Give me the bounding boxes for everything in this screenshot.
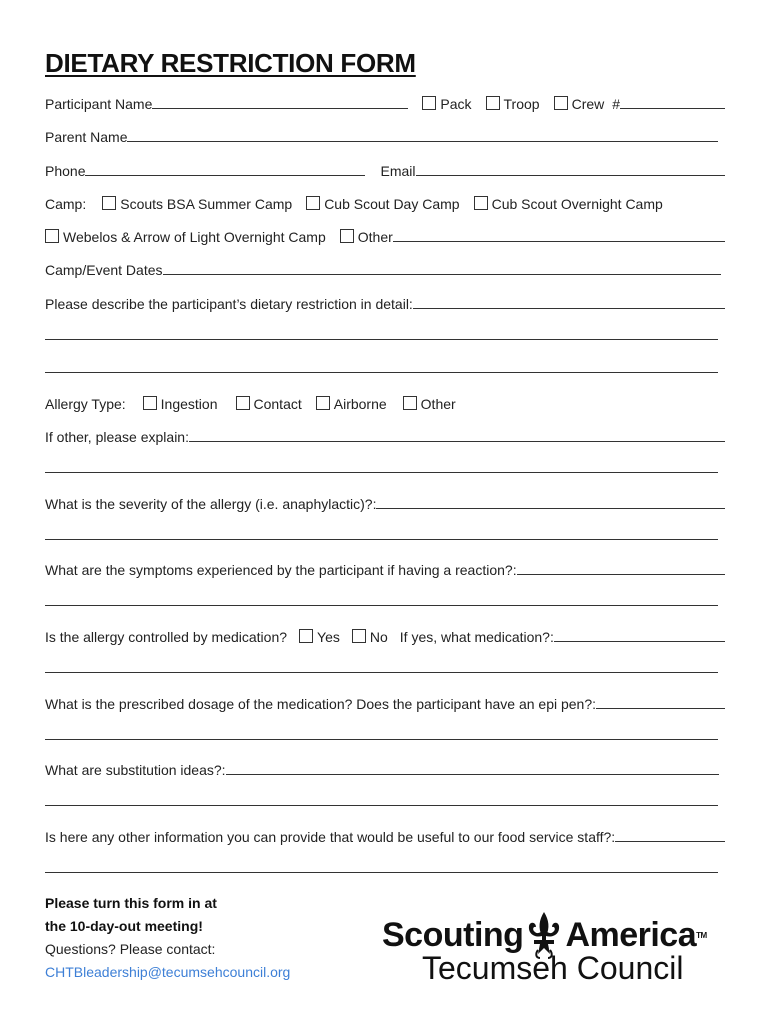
- other-info-label: Is here any other information you can provide that would be useful to our food service staff?:: [45, 829, 616, 845]
- if-other-field[interactable]: [189, 441, 725, 442]
- if-other-line-2[interactable]: [45, 472, 718, 473]
- symptoms-field[interactable]: [517, 574, 725, 575]
- parent-row: [45, 125, 725, 145]
- medication-question: Is the allergy controlled by medication?: [45, 629, 288, 645]
- footer-line-1: Please turn this form in at: [45, 895, 217, 911]
- if-other-label: If other, please explain:: [45, 429, 189, 445]
- cub-day-checkbox[interactable]: [306, 196, 320, 210]
- airborne-option[interactable]: [316, 396, 387, 412]
- camp-other-option[interactable]: [340, 229, 393, 245]
- footer-line-2: the 10-day-out meeting!: [45, 918, 203, 934]
- medication-row: [45, 625, 725, 645]
- allergy-other-option[interactable]: [403, 396, 456, 412]
- no-option[interactable]: [352, 629, 388, 645]
- logo-word-scouting: Scouting: [382, 915, 524, 954]
- troop-option[interactable]: [486, 96, 540, 112]
- dosage-line-2[interactable]: [45, 739, 718, 740]
- cub-day-option[interactable]: [306, 196, 459, 212]
- scouts-bsa-label: Scouts BSA Summer Camp: [120, 196, 293, 212]
- describe-line-2[interactable]: [45, 339, 718, 340]
- yes-option[interactable]: [299, 629, 340, 645]
- substitution-field[interactable]: [226, 774, 719, 775]
- allergy-other-checkbox[interactable]: [403, 396, 417, 410]
- unit-number-label: #: [612, 96, 621, 112]
- webelos-label: Webelos & Arrow of Light Overnight Camp: [63, 229, 326, 245]
- camp-dates-label: Camp/Event Dates: [45, 262, 163, 278]
- contact-label: Contact: [253, 396, 302, 412]
- participant-row: [45, 92, 725, 112]
- webelos-option[interactable]: [45, 229, 326, 245]
- scouting-america-logo: [382, 898, 727, 993]
- pack-option[interactable]: [422, 96, 471, 112]
- dosage-field[interactable]: [596, 708, 725, 709]
- cub-day-label: Cub Scout Day Camp: [324, 196, 460, 212]
- crew-checkbox[interactable]: [554, 96, 568, 110]
- no-checkbox[interactable]: [352, 629, 366, 643]
- troop-checkbox[interactable]: [486, 96, 500, 110]
- unit-number-field[interactable]: [620, 108, 725, 109]
- camp-other-field[interactable]: [393, 241, 725, 242]
- scouts-bsa-option[interactable]: [102, 196, 292, 212]
- parent-name-field[interactable]: [127, 141, 718, 142]
- yes-label: Yes: [317, 629, 340, 645]
- cub-overnight-label: Cub Scout Overnight Camp: [491, 196, 663, 212]
- airborne-label: Airborne: [333, 396, 387, 412]
- cub-overnight-checkbox[interactable]: [474, 196, 488, 210]
- cub-overnight-option[interactable]: [474, 196, 663, 212]
- describe-field[interactable]: [413, 308, 725, 309]
- footer-instructions: [45, 892, 290, 984]
- severity-row: [45, 492, 725, 512]
- logo-word-america: America: [565, 915, 697, 954]
- logo-trademark: TM: [696, 930, 707, 940]
- camp-other-label: Other: [357, 229, 393, 245]
- camp-label: Camp:: [45, 196, 87, 212]
- logo-council-name: Tecumseh Council: [422, 950, 684, 986]
- other-info-line-2[interactable]: [45, 872, 718, 873]
- webelos-checkbox[interactable]: [45, 229, 59, 243]
- pack-checkbox[interactable]: [422, 96, 436, 110]
- email-field[interactable]: [416, 175, 726, 176]
- other-info-row: [45, 825, 725, 845]
- camp-row: [45, 192, 725, 212]
- describe-line-3[interactable]: [45, 372, 718, 373]
- substitution-row: [45, 758, 725, 778]
- contact-row: [45, 159, 725, 179]
- contact-checkbox[interactable]: [236, 396, 250, 410]
- symptoms-label: What are the symptoms experienced by the participant if having a reaction?:: [45, 562, 517, 578]
- phone-field[interactable]: [85, 175, 365, 176]
- dosage-label: What is the prescribed dosage of the medication? Does the participant have an epi pen?:: [45, 696, 597, 712]
- allergy-type-label: Allergy Type:: [45, 396, 126, 412]
- if-yes-label: If yes, what medication?:: [399, 629, 554, 645]
- allergy-other-label: Other: [420, 396, 456, 412]
- camp-other-checkbox[interactable]: [340, 229, 354, 243]
- medication-line-2[interactable]: [45, 672, 718, 673]
- ingestion-checkbox[interactable]: [143, 396, 157, 410]
- dosage-row: [45, 692, 725, 712]
- substitution-label: What are substitution ideas?:: [45, 762, 226, 778]
- form-title: DIETARY RESTRICTION FORM: [45, 48, 416, 78]
- participant-name-label: Participant Name: [45, 96, 153, 112]
- substitution-line-2[interactable]: [45, 805, 718, 806]
- troop-label: Troop: [503, 96, 540, 112]
- phone-label: Phone: [45, 163, 86, 179]
- crew-label: Crew: [571, 96, 605, 112]
- parent-name-label: Parent Name: [45, 129, 128, 145]
- pack-label: Pack: [440, 96, 472, 112]
- email-label: Email: [380, 163, 416, 179]
- airborne-checkbox[interactable]: [316, 396, 330, 410]
- no-label: No: [369, 629, 388, 645]
- contact-email-link[interactable]: CHTBleadership@tecumsehcouncil.org: [45, 964, 291, 980]
- contact-option[interactable]: [236, 396, 302, 412]
- if-yes-field[interactable]: [554, 641, 725, 642]
- participant-name-field[interactable]: [152, 108, 408, 109]
- allergy-type-row: [45, 392, 725, 412]
- ingestion-label: Ingestion: [160, 396, 218, 412]
- camp-row-2: [45, 225, 725, 245]
- symptoms-line-2[interactable]: [45, 605, 718, 606]
- yes-checkbox[interactable]: [299, 629, 313, 643]
- severity-field[interactable]: [376, 508, 725, 509]
- if-other-row: [45, 425, 725, 445]
- crew-option[interactable]: [554, 96, 605, 112]
- other-info-field[interactable]: [615, 841, 725, 842]
- camp-dates-field[interactable]: [163, 274, 722, 275]
- severity-label: What is the severity of the allergy (i.e. anaphylactic)?:: [45, 496, 377, 512]
- describe-row: [45, 292, 725, 312]
- ingestion-option[interactable]: [143, 396, 218, 412]
- camp-dates-row: [45, 258, 725, 278]
- scouts-bsa-checkbox[interactable]: [102, 196, 116, 210]
- footer-line-3: Questions? Please contact:: [45, 941, 216, 957]
- symptoms-row: [45, 558, 725, 578]
- severity-line-2[interactable]: [45, 539, 718, 540]
- describe-label: Please describe the participant’s dietary restriction in detail:: [45, 296, 413, 312]
